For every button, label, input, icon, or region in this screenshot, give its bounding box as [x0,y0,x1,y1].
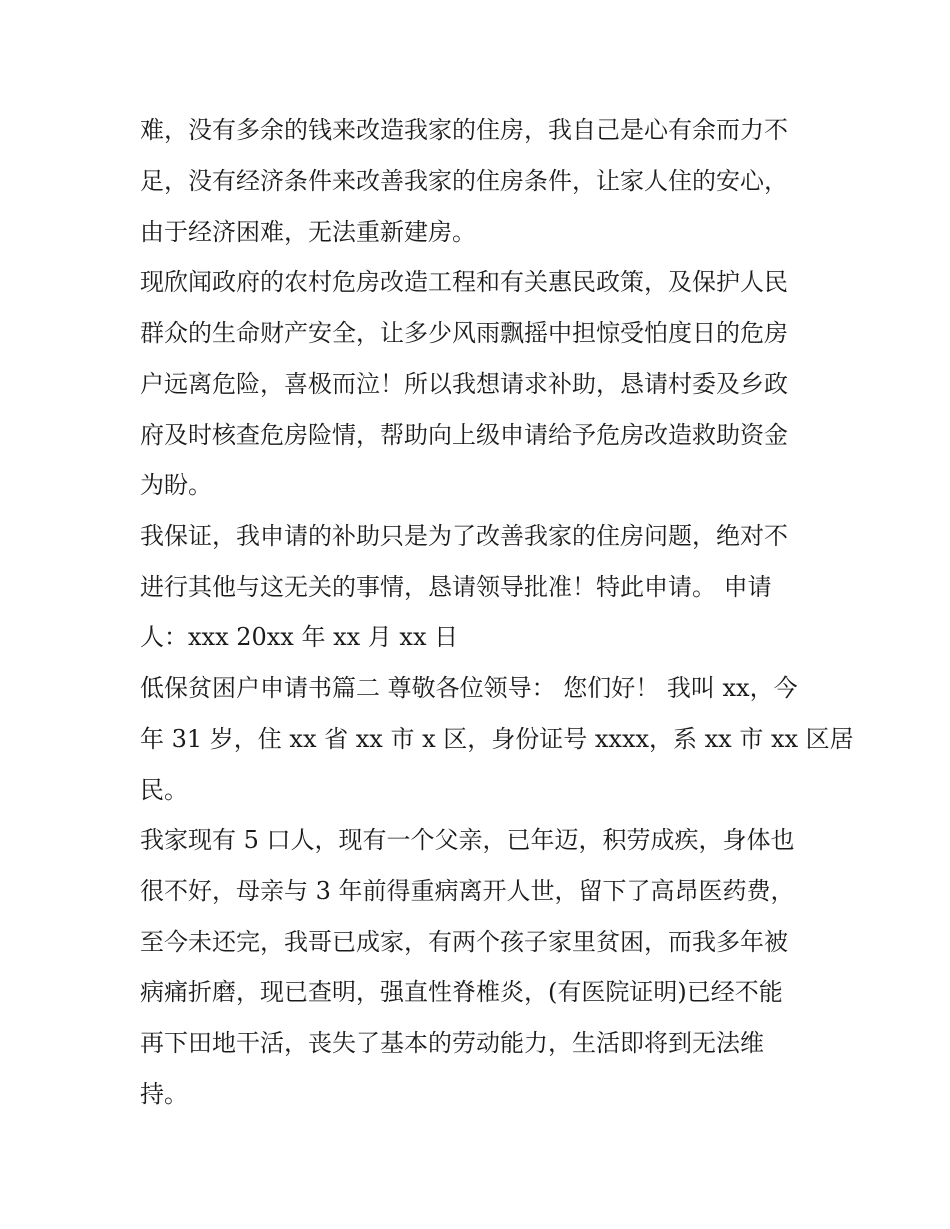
text-line: 年 31 岁，住 xx 省 xx 市 x 区，身份证号 xxxx，系 xx 市 xx 区居 [140,725,854,753]
text-line: 群众的生命财产安全，让多少风雨飘摇中担惊受怕度日的危房 [140,319,788,347]
text-line: 民。 [140,776,188,804]
text-line: 很不好，母亲与 3 年前得重病离开人世，留下了高昂医药费， [140,877,795,905]
text-line: 病痛折磨，现已查明，强直性脊椎炎，(有医院证明)已经不能 [140,978,783,1006]
text-line: 我家现有 5 口人，现有一个父亲，已年迈，积劳成疾，身体也 [140,826,795,854]
text-line: 人：xxx 20xx 年 xx 月 xx 日 [140,623,459,651]
text-line: 难，没有多余的钱来改造我家的住房，我自己是心有余而力不 [140,116,788,144]
text-line: 为盼。 [140,471,212,499]
text-line: 足，没有经济条件来改善我家的住房条件，让家人住的安心， [140,167,788,195]
text-line: 我保证，我申请的补助只是为了改善我家的住房问题，绝对不 [140,522,788,550]
text-line: 由于经济困难，无法重新建房。 [140,218,476,246]
text-line: 至今未还完，我哥已成家，有两个孩子家里贫困，而我多年被 [140,928,788,956]
text-line: 低保贫困户申请书篇二 尊敬各位领导： 您们好！ 我叫 xx，今 [140,674,798,702]
text-line: 持。 [140,1080,188,1108]
text-line: 进行其他与这无关的事情，恳请领导批准！特此申请。 申请 [140,573,772,601]
text-line: 府及时核查危房险情，帮助向上级申请给予危房改造救助资金 [140,421,788,449]
text-line: 户远离危险，喜极而泣！所以我想请求补助，恳请村委及乡政 [140,370,788,398]
text-line: 现欣闻政府的农村危房改造工程和有关惠民政策，及保护人民 [140,268,788,296]
text-line: 再下田地干活，丧失了基本的劳动能力，生活即将到无法维 [140,1029,764,1057]
